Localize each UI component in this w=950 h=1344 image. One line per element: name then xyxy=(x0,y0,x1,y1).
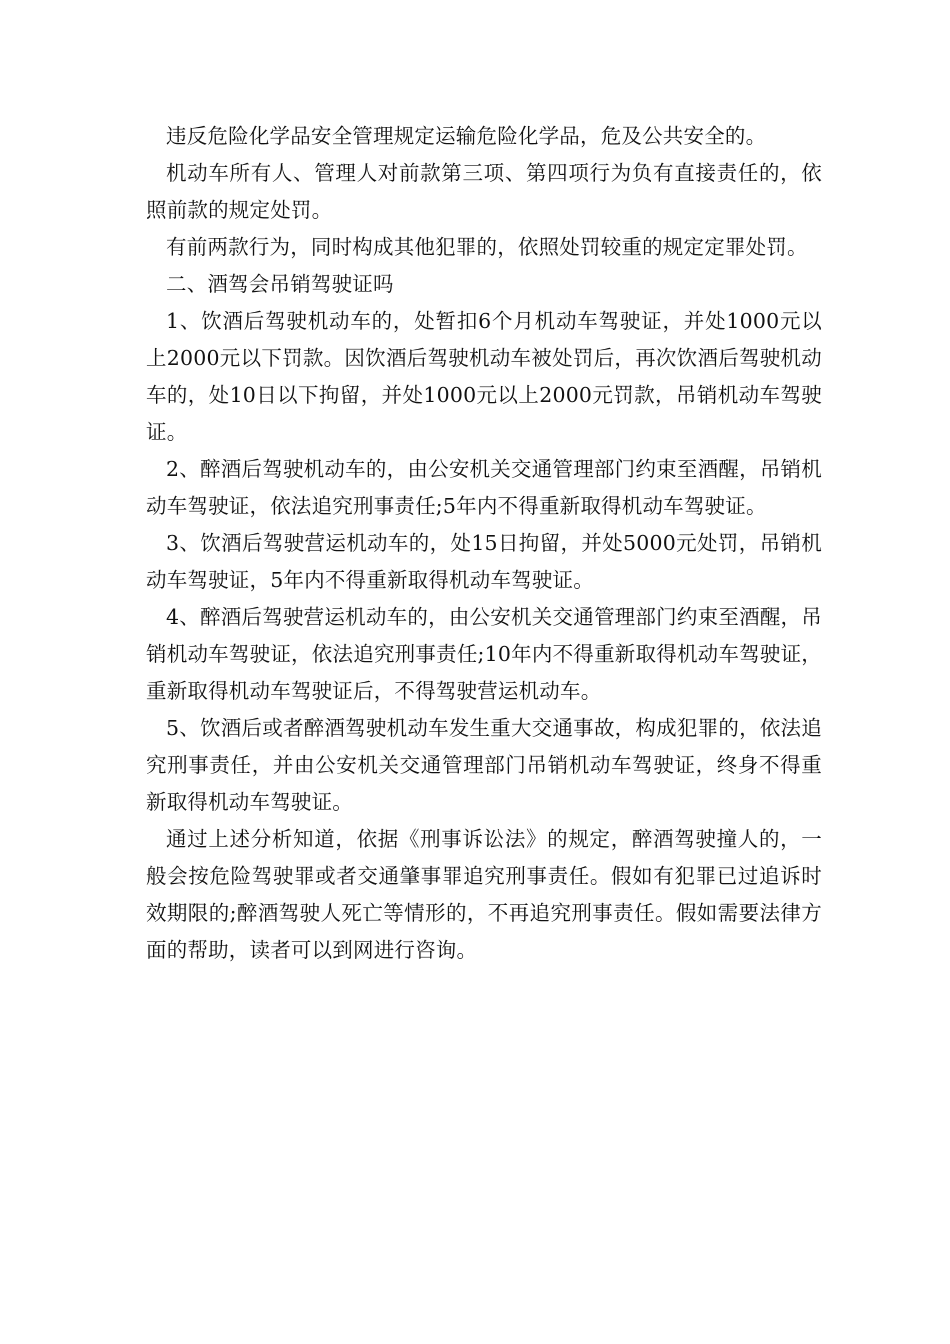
paragraph-conclusion: 通过上述分析知道，依据《刑事诉讼法》的规定，醉酒驾驶撞人的，一般会按危险驾驶罪或者交通肇事罪追究刑事责任。假如有犯罪已过追诉时效期限的;醉酒驾驶人死亡等情形的，不再追究刑事责任。假如需要法律方面的帮助，读者可以到网进行咨询。 xyxy=(146,827,822,962)
list-item-3-drinking-commercial: 3、饮酒后驾驶营运机动车的，处15日拘留，并处5000元处罚，吊销机动车驾驶证，5年内不得重新取得机动车驾驶证。 xyxy=(146,531,822,592)
list-item-5-serious-accident: 5、饮酒后或者醉酒驾驶机动车发生重大交通事故，构成犯罪的，依法追究刑事责任，并由公安机关交通管理部门吊销机动车驾驶证，终身不得重新取得机动车驾驶证。 xyxy=(146,716,822,814)
list-item-2-drunk-driving: 2、醉酒后驾驶机动车的，由公安机关交通管理部门约束至酒醒，吊销机动车驾驶证，依法追究刑事责任;5年内不得重新取得机动车驾驶证。 xyxy=(146,457,822,518)
paragraph-other-crimes: 有前两款行为，同时构成其他犯罪的，依照处罚较重的规定定罪处罚。 xyxy=(166,235,808,259)
section-heading-license-revocation: 二、酒驾会吊销驾驶证吗 xyxy=(166,272,394,296)
document-body xyxy=(146,118,822,969)
list-item-1-drinking-driving: 1、饮酒后驾驶机动车的，处暂扣6个月机动车驾驶证，并处1000元以上2000元以下罚款。因饮酒后驾驶机动车被处罚后，再次饮酒后驾驶机动车的，处10日以下拘留，并处1000元以上2000元罚款，吊销机动车驾驶证。 xyxy=(146,309,822,444)
paragraph-owner-responsibility: 机动车所有人、管理人对前款第三项、第四项行为负有直接责任的，依照前款的规定处罚。 xyxy=(146,161,822,222)
list-item-4-drunk-commercial: 4、醉酒后驾驶营运机动车的，由公安机关交通管理部门约束至酒醒，吊销机动车驾驶证，依法追究刑事责任;10年内不得重新取得机动车驾驶证，重新取得机动车驾驶证后，不得驾驶营运机动车。 xyxy=(146,605,822,703)
paragraph-hazardous-chemicals: 违反危险化学品安全管理规定运输危险化学品，危及公共安全的。 xyxy=(166,124,767,148)
